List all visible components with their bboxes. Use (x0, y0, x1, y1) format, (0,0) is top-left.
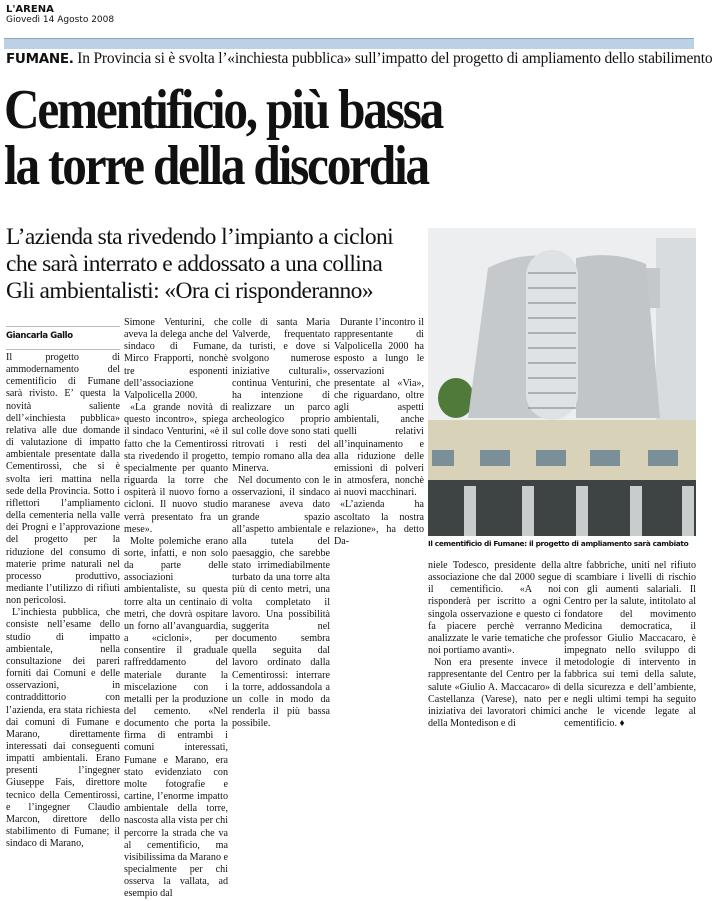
paragraph: niele Todesco, presidente della associazione che dal 2000 segue il cementificio. «A noi risponderà per iscritto a ogni singola osservazione e questo ci fa piacere perchè verranno analizzate le varie tematiche che noi portiamo avanti». (428, 560, 561, 657)
photo-illustration (428, 228, 696, 536)
article-column-6 (564, 560, 696, 730)
kicker-text: In Provincia si è svolta l’«inchiesta pubblica» sull’impatto del progetto di ampliamento dello stabilimento (73, 50, 712, 67)
kicker-place: FUMANE. (6, 51, 74, 67)
paragraph: Nel documento con le osservazioni, il sindaco maranese aveva dato grande spazio all’aspetto ambientale e alla tutela del paesaggio, che sarebbe stato irrimediabilmente turbato da una torre alta più di cento metri, una volta completato il lavoro. Una possibilità suggerita nel documento sembra quella seguita dal lavoro ordinato dalla Cementirossi: interrare la torre, addossandola a un colle in modo da renderla il più bassa possibile. (232, 475, 330, 730)
section-band (4, 38, 694, 49)
cement-plant-photo (428, 228, 696, 536)
article-column-3 (232, 317, 330, 730)
paragraph: Durante l’incontro il rappresentante di Valpolicella 2000 ha esposto a lungo le osservazioni presentate al «Via», che riguardano, oltre agli aspetti ambientali, anche quelli relativi all’inquinamento e alla riduzione delle emissioni di polveri in atmosfera, nonchè ai nuovi macchinari. (334, 317, 424, 499)
article-column-4 (334, 317, 424, 725)
headline-line-2: la torre della discordia (4, 135, 428, 197)
subheadline (6, 224, 426, 305)
paragraph: «La grande novità di questo incontro», spiega il sindaco Venturini, «è il fatto che la Cementirossi sta rivedendo il progetto, specialmente per quanto riguarda la torre che ospiterà il nuovo forno a cicloni. Il nuovo studio verrà presentato fra un mese». (124, 402, 228, 535)
paragraph: Non era presente invece il rappresentante del Centro per la salute «Giulio A. Maccacaro» di Castellanza (Varese), nato per iniziativa dei lavoratori chimici della Montedison e di (428, 657, 561, 730)
paragraph: Molte polemiche erano sorte, infatti, e non solo da parte delle associazioni ambientaliste, su questa torre alta un centinaio di metri, che dovrà ospitare un forno all’avanguardia, a «cicloni», per consentire il graduale raffreddamento del materiale durante la miscelazione con i metalli per la produzione del cemento. «Nel documento che porta la firma di entrambi i comuni interessati, Fumane e Marano, era stato evidenziato con molte fotografie e cartine, l’enorme impatto ambientale della torre, nascosta alla vista per chi percorre la strada che va al cementificio, ma visibilissima da Marano e specialmente per chi osserva la vallata, ad esempio dal (124, 535, 229, 900)
photo-caption: Il cementificio di Fumane: il progetto di ampliamento sarà cambiato (428, 539, 689, 548)
byline: Giancarla Gallo (6, 326, 120, 350)
paragraph: Simone Venturini, che aveva la delega anche del sindaco di Fumane, Mirco Frapporti, nonchè tre esponenti dell’associazione Valpolicella 2000. (124, 317, 228, 401)
subhead-line-3: Gli ambientalisti: «Ora ci risponderanno» (6, 278, 373, 304)
subhead-line-2: che sarà interrato e addossato a una collina (6, 251, 383, 277)
headline (4, 79, 615, 197)
publication-date: Giovedì 14 Agosto 2008 (6, 15, 115, 25)
subhead-line-1: L’azienda sta rivedendo l’impianto a cicloni (6, 224, 394, 250)
newspaper-name: L'ARENA (6, 4, 54, 15)
article-column-1 (6, 352, 120, 850)
article-column-2 (124, 317, 229, 900)
kicker (6, 50, 712, 68)
paragraph: L’inchiesta pubblica, che consiste nell’esame dello studio di impatto ambientale, nella consultazione dei pareri forniti dai Comuni e delle osservazioni, in contraddittorio con l’azienda, era stata richiesta dai comuni di Fumane e Marano, direttamente interessati dai conseguenti impatti ambientali. Erano presenti l’ingegner Giuseppe Fais, direttore tecnico della Cementirossi, e l’ingegner Claudio Marcon, direttore dello stabilimento di Fumane; il sindaco di Marano, (6, 607, 120, 850)
paragraph: colle di santa Maria Valverde, frequentato da turisti, e dove si svolgono numerose iniziative culturali», continua Venturini, che ha intenzione di realizzare un parco archeologico proprio sul colle dove sono stati ritrovati i resti del tempio romano alla dea Minerva. (232, 317, 330, 474)
paragraph: «L’azienda ha ascoltato la nostra relazione», ha detto Da- (334, 499, 424, 547)
paragraph: Il progetto di ammodernamento del cementificio di Fumane sarà rivisto. E’ questa la novità saliente dell’«inchiesta pubblica» relativa alle due domande di valutazione di impatto ambientale presentate dalla Cementirossi, che si è svolta ieri mattina nella sede della Provincia. Sotto i riflettori l’ampliamento della cementeria nella valle dei Progni e l’approvazione del progetto per la riduzione del consumo di materie prime naturali nel processo produttivo, mediante l’utilizzo di rifiuti non pericolosi. (6, 352, 120, 607)
headline-line-1: Cementificio, più bassa (4, 79, 443, 141)
masthead (6, 4, 114, 25)
paragraph: altre fabbriche, uniti nel rifiuto di scambiare i livelli di rischio con gli aumenti salariali. Il Centro per la salute, intitolato al fondatore del movimento Medicina democratica, il professor Giulio Maccacaro, è impegnato nello sviluppo di metodologie di intervento in fabbrica sui temi della salute, della sicurezza e dell’ambiente, e negli ultimi tempi ha seguito anche le vicende legate al cementificio. ♦ (564, 560, 696, 730)
article-column-5 (428, 560, 561, 730)
